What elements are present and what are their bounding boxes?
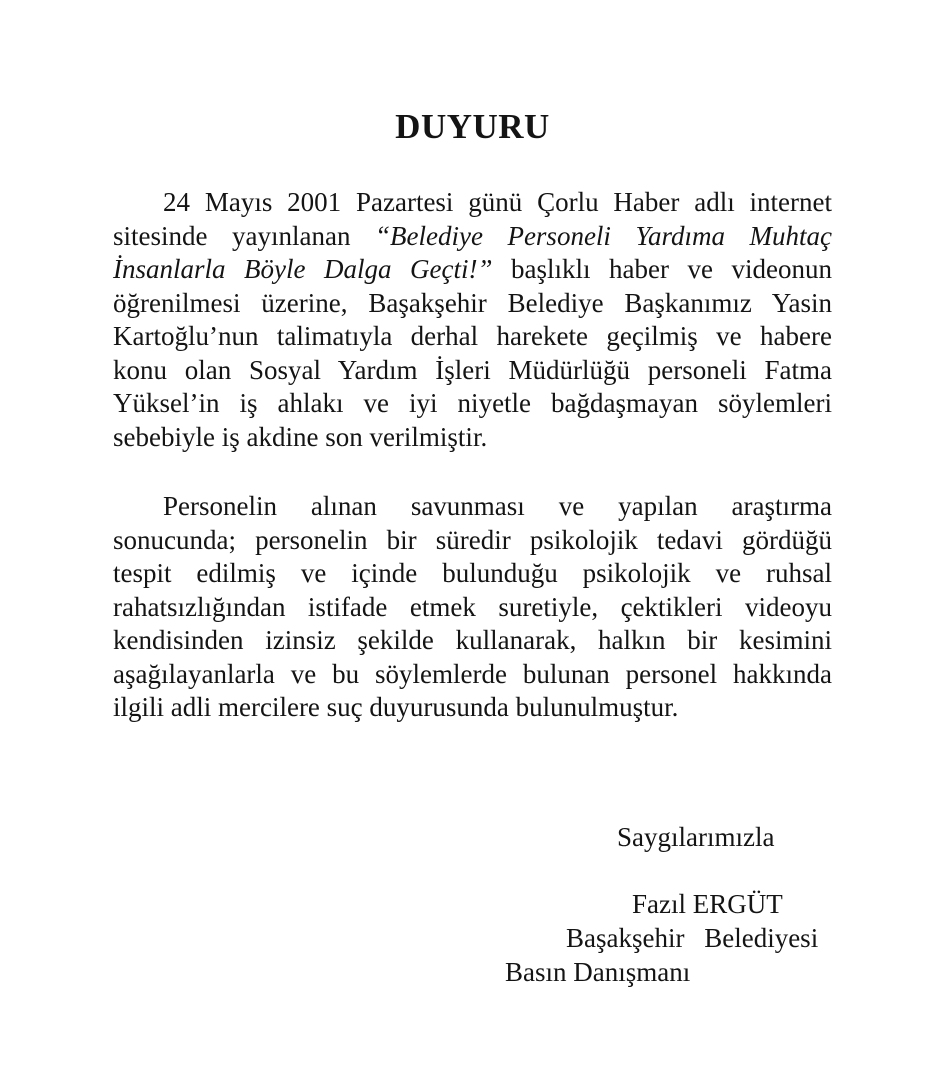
line-text: sitesinde yayınlanan xyxy=(113,220,375,251)
paragraph-line xyxy=(113,387,832,421)
paragraph-line xyxy=(113,691,832,725)
paragraph-line xyxy=(113,287,832,321)
paragraph-1 xyxy=(113,186,832,454)
line-text: Kartoğlu’nun talimatıyla derhal harekete geçilmiş ve habere xyxy=(113,321,832,351)
paragraph-line xyxy=(113,557,832,591)
line-text-italic: İnsanlarla Böyle Dalga Geçti!” xyxy=(113,254,493,284)
paragraph-line xyxy=(113,320,832,354)
line-text: ilgili adli mercilere suç duyurusunda bulunulmuştur. xyxy=(113,692,679,722)
paragraph-line xyxy=(113,524,832,558)
line-text: Personelin alınan savunması ve yapılan araştırma xyxy=(163,491,832,521)
signature-organization: Başakşehir Belediyesi xyxy=(566,923,819,953)
signature-role: Basın Danışmanı xyxy=(505,957,691,987)
paragraph-line xyxy=(113,220,832,254)
line-text: sebebiyle iş akdine son verilmiştir. xyxy=(113,421,488,452)
line-text: sonucunda; personelin bir süredir psikolojik tedavi gördüğü xyxy=(113,524,832,555)
paragraph-2 xyxy=(113,490,832,725)
paragraph-line xyxy=(113,421,832,455)
line-text: Yüksel’in iş ahlakı ve iyi niyetle bağdaşmayan söylemleri xyxy=(113,388,832,418)
line-text: rahatsızlığından istifade etmek suretiyle, çektikleri videoyu xyxy=(113,591,832,622)
document-body xyxy=(113,186,832,725)
paragraph-line xyxy=(113,658,832,692)
closing-salutation: Saygılarımızla xyxy=(617,822,775,852)
line-text: konu olan Sosyal Yardım İşleri Müdürlüğü personeli Fatma xyxy=(113,354,832,385)
line-text: öğrenilmesi üzerine, Başakşehir Belediye Başkanımız Yasin xyxy=(113,287,832,318)
line-text: 24 Mayıs 2001 Pazartesi günü Çorlu Haber adlı internet xyxy=(163,187,832,217)
line-text: tespit edilmiş ve içinde bulunduğu psikolojik ve ruhsal xyxy=(113,558,832,588)
document-title: DUYURU xyxy=(395,107,550,146)
paragraph-line xyxy=(113,186,832,220)
line-text: kendisinden izinsiz şekilde kullanarak, halkın bir kesimini xyxy=(113,625,832,655)
paragraph-line xyxy=(113,624,832,658)
signature-name: Fazıl ERGÜT xyxy=(632,889,783,919)
paragraph-line xyxy=(113,354,832,388)
line-text: aşağılayanlarla ve bu söylemlerde bulunan personel hakkında xyxy=(113,658,832,689)
paragraph-line xyxy=(113,253,832,287)
line-text-italic: “Belediye Personeli Yardıma Muhtaç xyxy=(374,220,832,251)
line-text: başlıklı haber ve videonun xyxy=(492,254,832,284)
paragraph-line xyxy=(113,591,832,625)
paragraph-line xyxy=(113,490,832,524)
